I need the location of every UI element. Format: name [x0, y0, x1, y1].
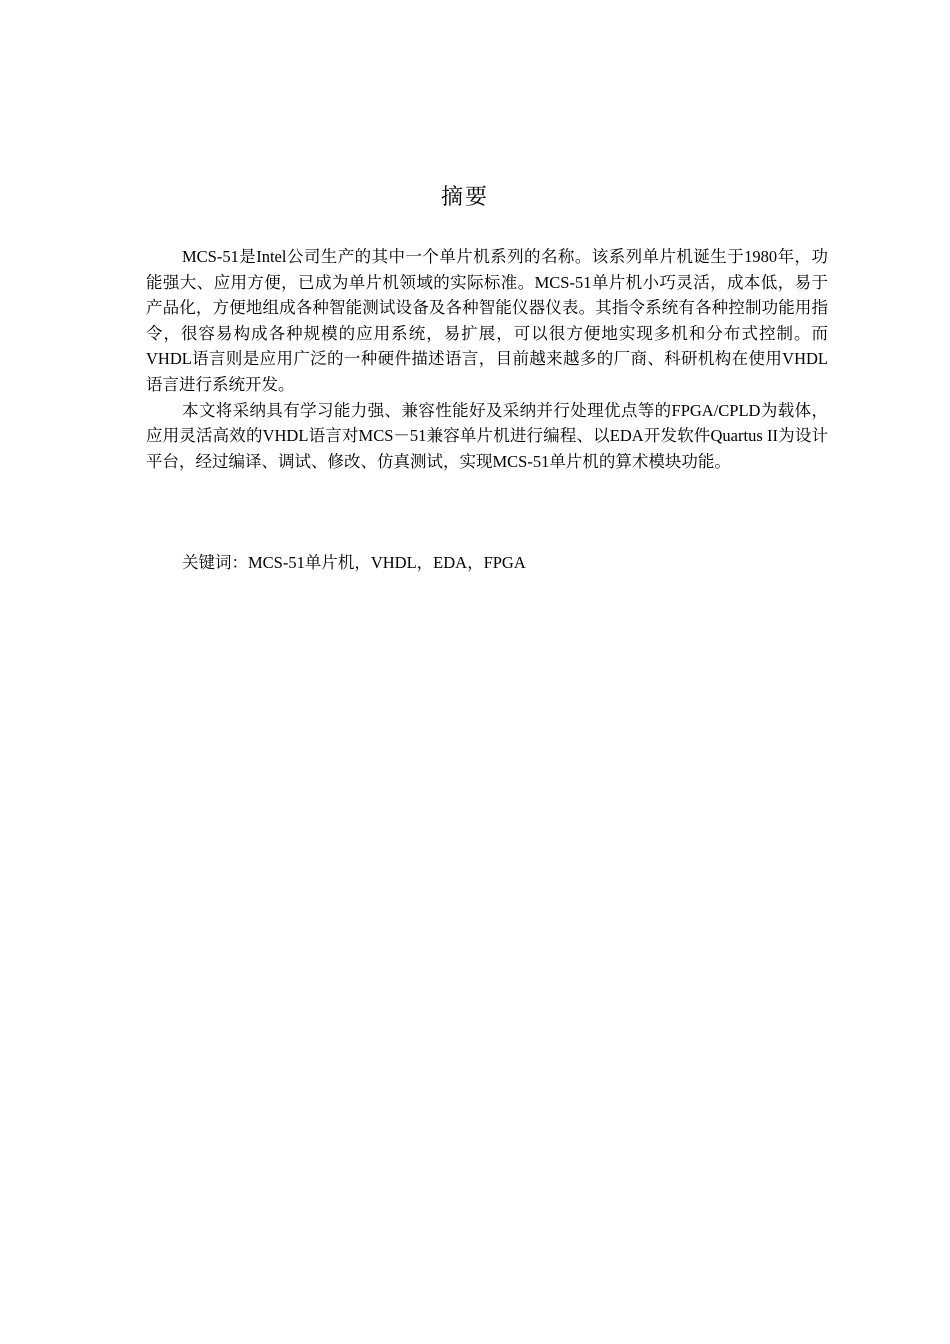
abstract-body	[146, 244, 828, 474]
keywords-line: 关键词：MCS-51单片机，VHDL，EDA，FPGA	[182, 553, 526, 572]
abstract-title: 摘要	[440, 185, 489, 210]
abstract-paragraph-1: MCS-51是Intel公司生产的其中一个单片机系列的名称。该系列单片机诞生于1980年，功能强大、应用方便，已成为单片机领域的实际标准。MCS-51单片机小巧灵活，成本低，易于产品化，方便地组成各种智能测试设备及各种智能仪器仪表。其指令系统有各种控制功能用指令，很容易构成各种规模的应用系统，易扩展，可以很方便地实现多机和分布式控制。而VHDL语言则是应用广泛的一种硬件描述语言，目前越来越多的厂商、科研机构在使用VHDL语言进行系统开发。	[146, 247, 828, 394]
abstract-paragraph-2: 本文将采纳具有学习能力强、兼容性能好及采纳并行处理优点等的FPGA/CPLD为载体，应用灵活高效的VHDL语言对MCS－51兼容单片机进行编程、以EDA开发软件Quartus II为设计平台，经过编译、调试、修改、仿真测试，实现MCS-51单片机的算术模块功能。	[146, 400, 828, 471]
